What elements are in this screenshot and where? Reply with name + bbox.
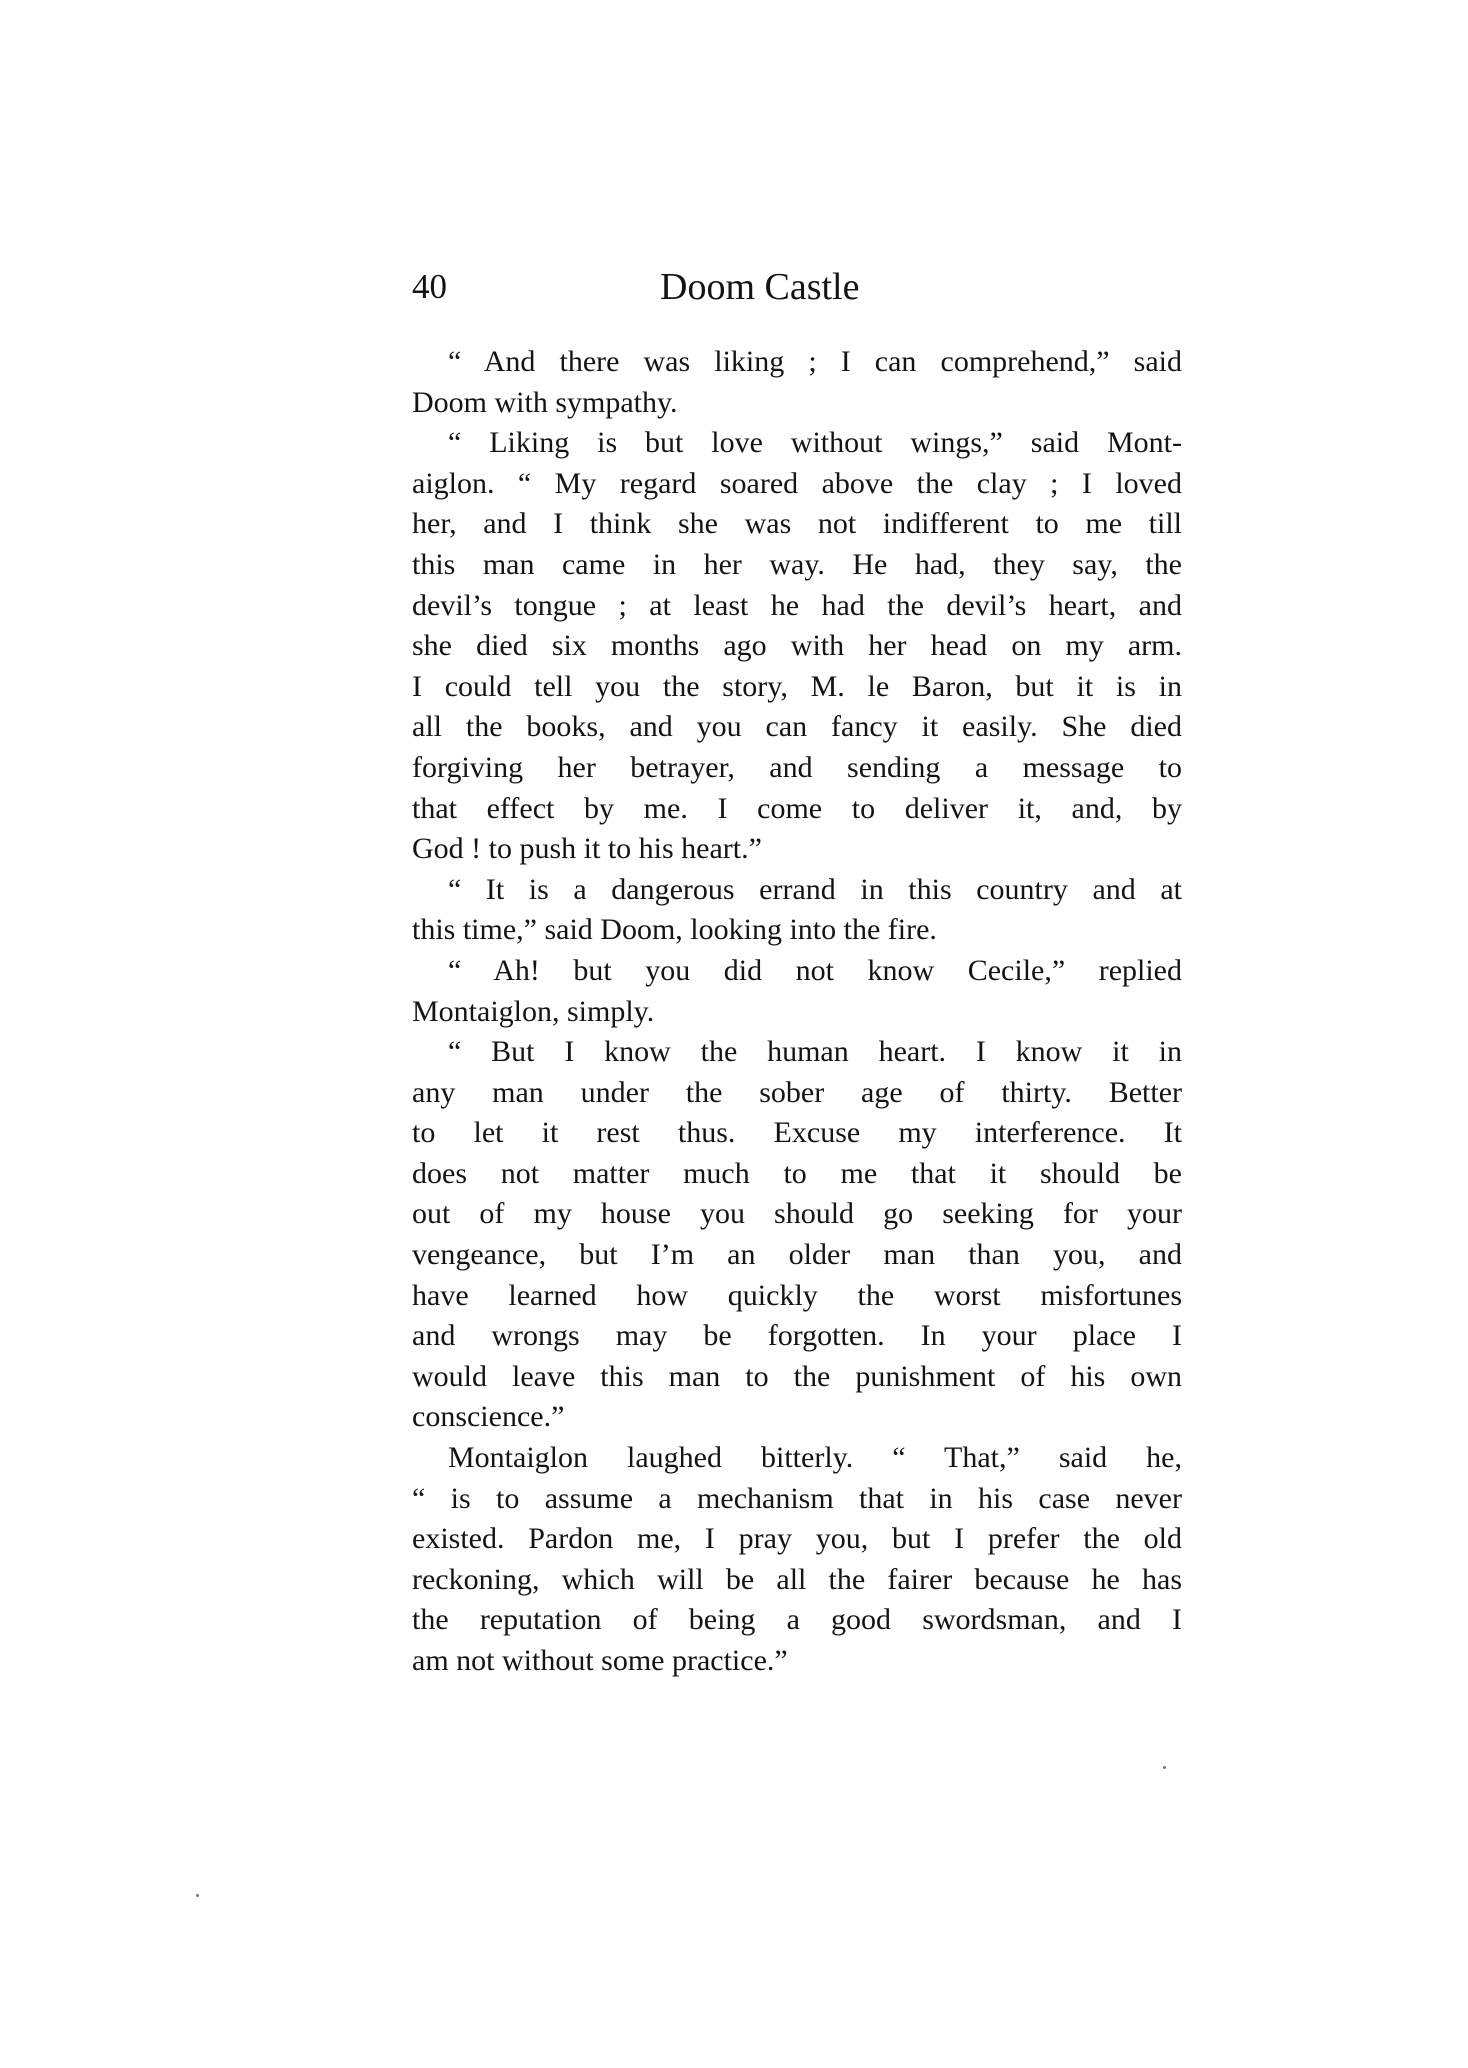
text-line: “ Liking is but love without wings,” said Mont-	[448, 426, 1182, 460]
text-line: aiglon. “ My regard soared above the clay ; I loved	[412, 466, 1182, 500]
text-line: does not matter much to me that it should be	[412, 1156, 1182, 1190]
text-line: reckoning, which will be all the fairer because he has	[412, 1562, 1182, 1596]
text-line: vengeance, but I’m an older man than you, and	[412, 1238, 1182, 1272]
text-line: and wrongs may be forgotten. In your place I	[412, 1319, 1182, 1353]
text-line: “ It is a dangerous errand in this country and at	[448, 872, 1182, 906]
text-line: am not without some practice.”	[412, 1644, 788, 1677]
text-line: this time,” said Doom, looking into the fire.	[412, 913, 937, 947]
text-line: existed. Pardon me, I pray you, but I prefer the old	[412, 1522, 1182, 1556]
text-line: all the books, and you can fancy it easily. She died	[412, 710, 1182, 744]
text-line: “ And there was liking ; I can comprehend,” said	[448, 345, 1182, 378]
text-line: out of my house you should go seeking for your	[412, 1197, 1182, 1231]
text-line: conscience.”	[412, 1400, 565, 1434]
text-line: I could tell you the story, M. le Baron, but it is in	[412, 669, 1182, 703]
text-line: devil’s tongue ; at least he had the devil’s heart, and	[412, 588, 1182, 622]
text-line: forgiving her betrayer, and sending a message to	[412, 750, 1182, 784]
text-line: her, and I think she was not indifferent to me till	[412, 507, 1182, 541]
running-title: Doom Castle	[660, 266, 860, 308]
page-header	[412, 262, 1182, 312]
text-line: would leave this man to the punishment of his own	[412, 1359, 1182, 1393]
text-line: to let it rest thus. Excuse my interference. It	[412, 1116, 1182, 1150]
page-number: 40	[412, 267, 447, 306]
text-line: she died six months ago with her head on my arm.	[412, 629, 1182, 663]
text-line: have learned how quickly the worst misfortunes	[412, 1278, 1182, 1312]
body-text	[412, 342, 1182, 1682]
scan-speck	[1163, 1766, 1166, 1769]
text-line: this man came in her way. He had, they say, the	[412, 547, 1182, 581]
text-line: that effect by me. I come to deliver it, and, by	[412, 791, 1182, 825]
text-line: Montaiglon, simply.	[412, 994, 655, 1028]
text-line: “ Ah! but you did not know Cecile,” replied	[448, 953, 1182, 987]
text-line: Montaiglon laughed bitterly. “ That,” said he,	[448, 1441, 1182, 1475]
scan-speck	[196, 1894, 199, 1897]
text-line: the reputation of being a good swordsman, and I	[412, 1603, 1182, 1637]
text-line: “ But I know the human heart. I know it in	[448, 1035, 1182, 1069]
text-line: “ is to assume a mechanism that in his case never	[412, 1481, 1182, 1515]
text-line: Doom with sympathy.	[412, 385, 678, 419]
text-line: God ! to push it to his heart.”	[412, 832, 762, 866]
text-line: any man under the sober age of thirty. Better	[412, 1075, 1182, 1109]
